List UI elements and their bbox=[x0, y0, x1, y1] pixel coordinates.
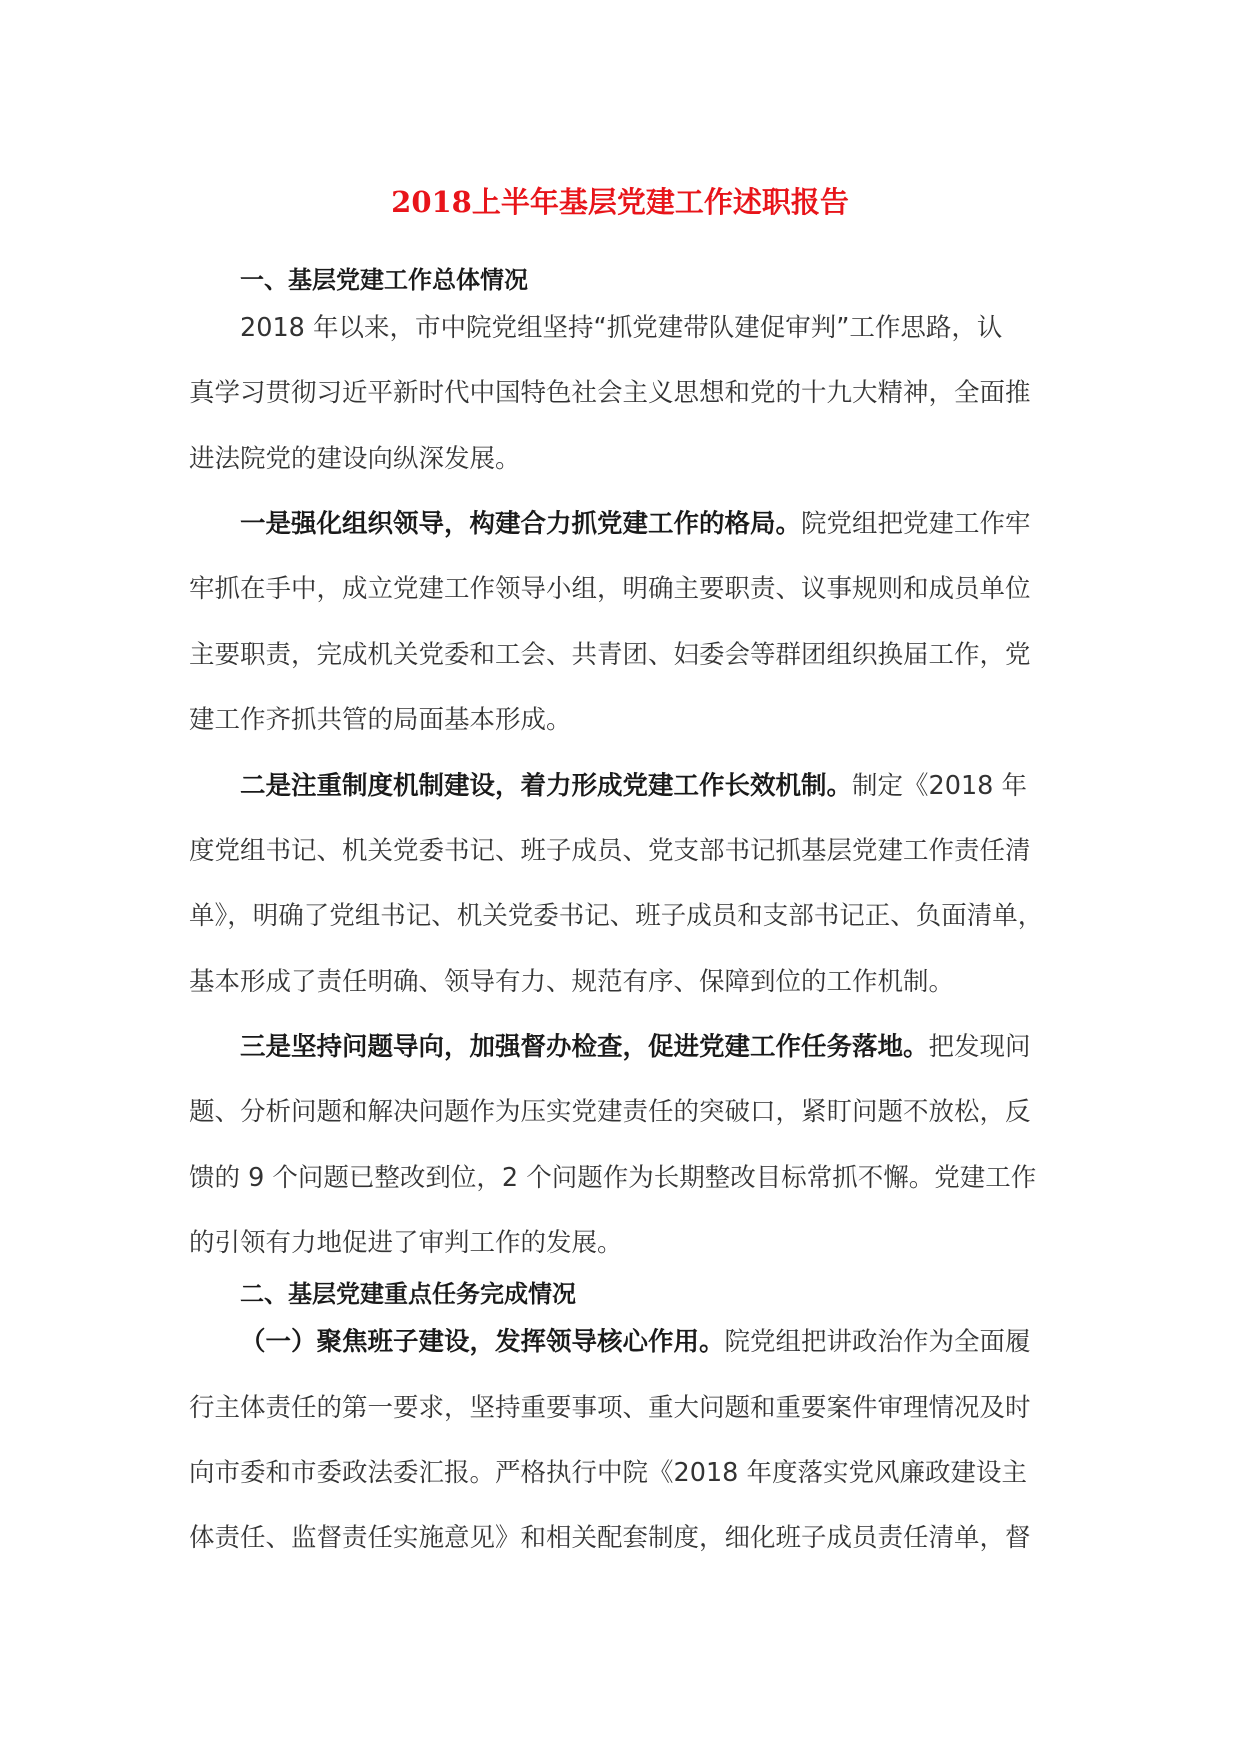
line-text: 度党组书记、机关党委书记、班子成员、党支部书记抓基层党建工作责任清 bbox=[189, 836, 1031, 866]
line-text: 题、分析问题和解决问题作为压实党建责任的突破口，紧盯问题不放松，反 bbox=[189, 1097, 1031, 1127]
paragraph-line bbox=[189, 1162, 1036, 1194]
line-text: 制定《2018 年 bbox=[852, 771, 1028, 801]
paragraph-line bbox=[189, 1096, 1031, 1128]
paragraph-line bbox=[189, 835, 1031, 867]
paragraph-line bbox=[189, 1522, 1031, 1554]
paragraph-line bbox=[240, 312, 1002, 344]
bold-lead: 一是强化组织领导，构建合力抓党建工作的格局。 bbox=[240, 509, 802, 539]
paragraph-line bbox=[189, 966, 954, 998]
paragraph-line bbox=[240, 508, 1031, 540]
paragraph-line bbox=[189, 377, 1031, 409]
paragraph-line bbox=[189, 443, 521, 475]
line-text: 院党组把讲政治作为全面履 bbox=[724, 1327, 1031, 1357]
line-text: 向市委和市委政法委汇报。严格执行中院《2018 年度落实党风廉政建设主 bbox=[189, 1458, 1028, 1488]
section-heading bbox=[240, 264, 528, 296]
paragraph-line bbox=[189, 639, 1031, 671]
line-text: 真学习贯彻习近平新时代中国特色社会主义思想和党的十九大精神，全面推 bbox=[189, 378, 1031, 408]
line-text: 的引领有力地促进了审判工作的发展。 bbox=[189, 1228, 623, 1258]
heading-text: 二、基层党建重点任务完成情况 bbox=[240, 1280, 576, 1308]
line-text: 主要职责，完成机关党委和工会、共青团、妇委会等群团组织换届工作，党 bbox=[189, 640, 1031, 670]
paragraph-line bbox=[240, 1031, 1031, 1063]
line-text: 基本形成了责任明确、领导有力、规范有序、保障到位的工作机制。 bbox=[189, 967, 955, 997]
heading-text: 一、基层党建工作总体情况 bbox=[240, 266, 528, 294]
line-text: 行主体责任的第一要求，坚持重要事项、重大问题和重要案件审理情况及时 bbox=[189, 1393, 1031, 1423]
bold-lead: 三是坚持问题导向，加强督办检查，促进党建工作任务落地。 bbox=[240, 1032, 929, 1062]
paragraph-line bbox=[240, 770, 1027, 802]
bold-lead: （一）聚焦班子建设，发挥领导核心作用。 bbox=[240, 1327, 725, 1357]
bold-lead: 二是注重制度机制建设，着力形成党建工作长效机制。 bbox=[240, 771, 853, 801]
paragraph-line bbox=[189, 573, 1031, 605]
line-text: 进法院党的建设向纵深发展。 bbox=[189, 444, 521, 474]
paragraph-line bbox=[189, 900, 1043, 932]
paragraph-line bbox=[189, 704, 572, 736]
paragraph-line bbox=[189, 1227, 623, 1259]
line-text: 体责任、监督责任实施意见》和相关配套制度，细化班子成员责任清单，督 bbox=[189, 1523, 1031, 1553]
paragraph-line bbox=[240, 1326, 1031, 1358]
line-text: 馈的 9 个问题已整改到位，2 个问题作为长期整改目标常抓不懈。党建工作 bbox=[189, 1163, 1037, 1193]
paragraph-line bbox=[189, 1392, 1031, 1424]
document-title: 2018上半年基层党建工作述职报告 bbox=[391, 185, 849, 219]
line-text: 院党组把党建工作牢 bbox=[801, 509, 1031, 539]
line-text: 建工作齐抓共管的局面基本形成。 bbox=[189, 705, 572, 735]
line-text: 2018 年以来，市中院党组坚持“抓党建带队建促审判”工作思路，认 bbox=[240, 313, 1003, 343]
line-text: 单》，明确了党组书记、机关党委书记、班子成员和支部书记正、负面清单， bbox=[189, 901, 1044, 931]
section-heading bbox=[240, 1278, 576, 1310]
line-text: 牢抓在手中，成立党建工作领导小组，明确主要职责、议事规则和成员单位 bbox=[189, 574, 1031, 604]
line-text: 把发现问 bbox=[928, 1032, 1031, 1062]
paragraph-line bbox=[189, 1457, 1027, 1489]
